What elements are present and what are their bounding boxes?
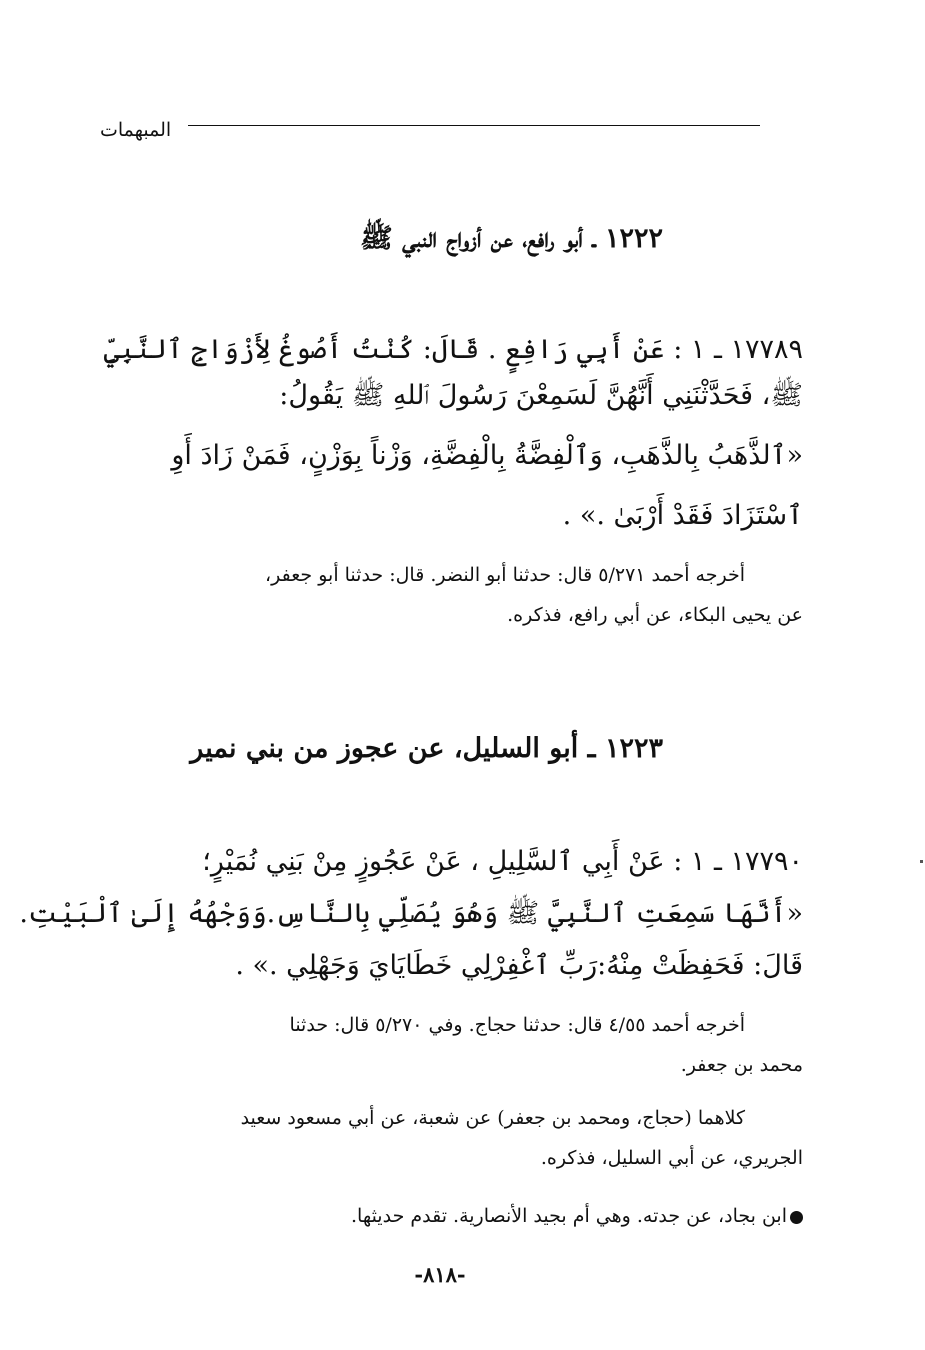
takhrij-17790-a [103,1005,803,1085]
cross-reference-text: ابن بجاد، عن جدته. وهي أم بجيد الأنصارية. تقدم حديثها. [350,1205,787,1227]
hadith-line: ١٧٧٩٠ ـ ١ : عَنْ أَبِي ٱلسَّلِيلِ ، عَنْ عَجُوزٍ مِنْ بَنِي نُمَيْرٍ؛ [202,846,803,877]
hadith-17789 [103,320,803,546]
section-heading-1223: ١٢٢٣ ـ أبو السليل، عن عجوز من بني نمير [190,733,663,764]
hadith-line: قَالَ: فَحَفِظَتْ مِنْهُ:رَبِّ ٱغْفِرْلِي خَطَايَايَ وَجَهْلِي .» . [235,950,803,981]
takhrij-17789 [103,555,803,635]
hadith-line: «أَنَّهَا سَمِعَتِ ٱلنَّبِيَّ ﷺ وَهُوَ يُصَلِّي بِالنَّاسِ.وَوَجْهُهُ إِلَىٰ ٱلْبَيْتِ. [19,898,803,929]
takhrij-line: أخرجه أحمد ٥/٢٧١ قال: حدثنا أبو النضر. قال: حدثنا أبو جعفر، [265,564,745,586]
scan-speck [920,860,923,863]
page-number: -٨١٨- [414,1262,466,1287]
hadith-line: ١٧٧٨٩ ـ ١ : عَنْ أَبِي رَافِعٍ . قَالَ: كُنْتُ أَصُوغُ لِأَزْوَاجِ ٱلنَّبِيِّ [103,334,803,365]
takhrij-17790-b [103,1098,803,1178]
hadith-17790 [19,832,803,996]
running-title: المبهمات [100,119,172,141]
hadith-line: ٱسْتَزَادَ فَقَدْ أَرْبَىٰ .» . [562,500,803,531]
cross-reference-note [103,1200,803,1232]
takhrij-line: محمد بن جعفر. [680,1054,803,1076]
takhrij-line: عن يحيى البكاء، عن أبي رافع، فذكره. [507,604,803,626]
takhrij-line: أخرجه أحمد ٤/٥٥ قال: حدثنا حجاج. وفي ٥/٢٧٠ قال: حدثنا [289,1014,745,1036]
header-rule [188,125,760,126]
section-heading-1222: ١٢٢٢ ـ أبو رافع، عن أزواج النبي ﷺ [360,223,663,254]
hadith-line: «ٱلذَّهَبُ بِالذَّهَبِ، وَٱلْفِضَّةُ بِالْفِضَّةِ، وَزْناً بِوَزْنٍ، فَمَنْ زَادَ أَوِ [171,440,803,471]
takhrij-line: الجريري، عن أبي السليل، فذكره. [540,1147,803,1169]
running-head [100,118,760,142]
bullet-icon [790,1211,803,1224]
hadith-line: ﷺ، فَحَدَّثْنَنِي أَنَّهُنَّ لَسَمِعْنَ رَسُولَ ٱللهِ ﷺ يَقُولُ: [279,380,803,411]
takhrij-line: كلاهما (حجاج، ومحمد بن جعفر) عن شعبة، عن أبي مسعود سعيد [240,1107,745,1129]
